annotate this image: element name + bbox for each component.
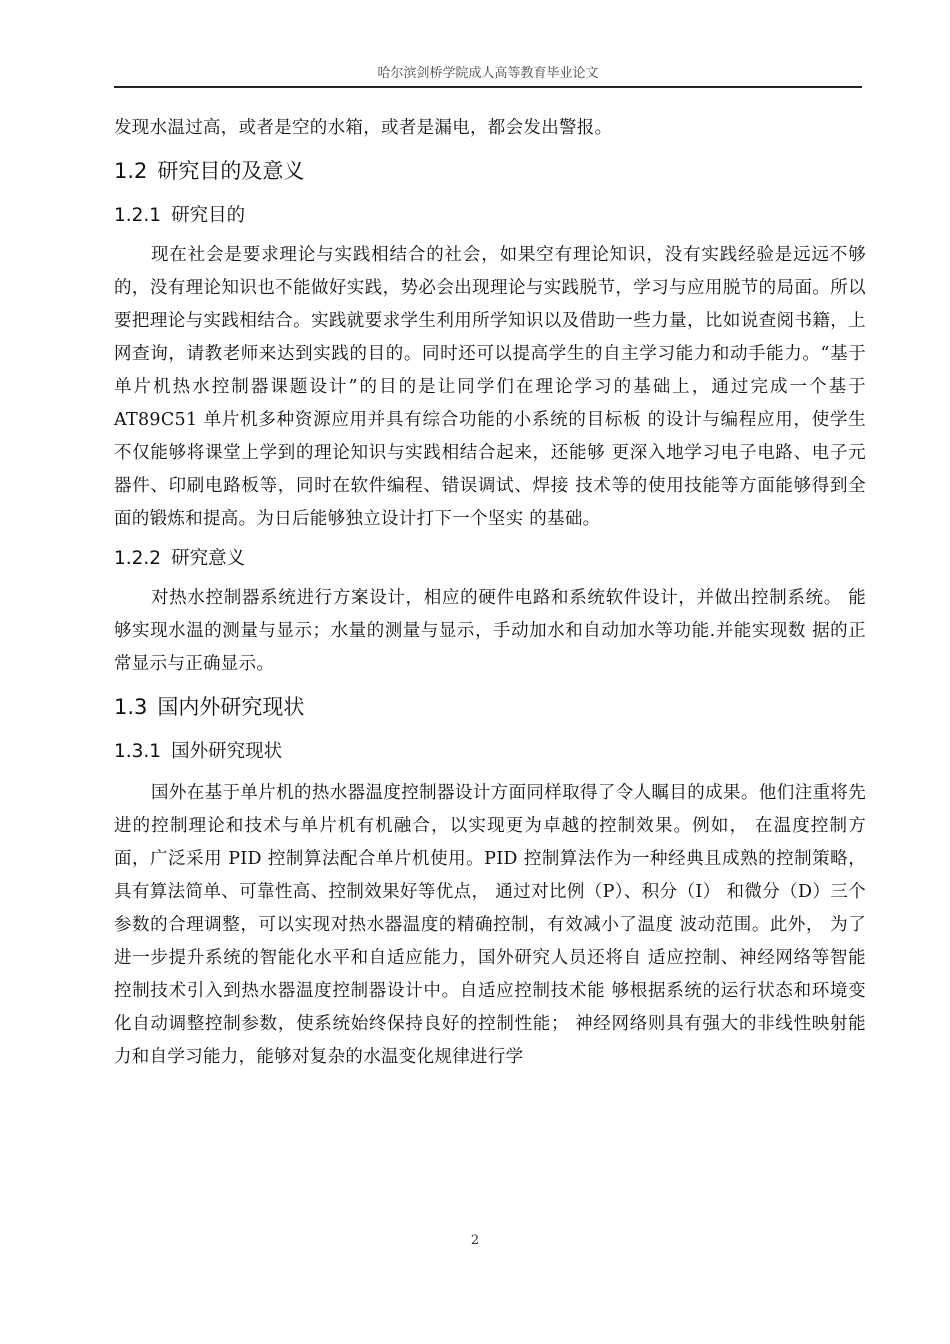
continued-paragraph: 发现水温过高，或者是空的水箱，或者是漏电，都会发出警报。 xyxy=(114,118,613,138)
header-rule xyxy=(114,86,862,88)
section-title: 研究意义 xyxy=(171,548,246,569)
section-1-2-heading xyxy=(114,157,866,185)
section-title: 国外研究现状 xyxy=(171,741,283,762)
section-number: 1.3 xyxy=(114,695,148,719)
section-number: 1.3.1 xyxy=(114,741,162,762)
section-number: 1.2.2 xyxy=(114,548,162,569)
section-title: 研究目的 xyxy=(171,205,246,226)
section-1-2-1-heading xyxy=(114,203,866,229)
section-1-3-heading xyxy=(114,693,866,721)
section-number: 1.2 xyxy=(114,159,148,183)
section-title: 研究目的及意义 xyxy=(157,159,305,183)
research-significance-paragraph: 对热水控制器系统进行方案设计，相应的硬件电路和系统软件设计，并做出控制系统。 能够实现水温的测量与显示；水量的测量与显示，手动加水和自动加水等功能.并能实现数 据的正常显示与正确显示。 xyxy=(114,588,866,674)
research-purpose-paragraph: 现在社会是要求理论与实践相结合的社会，如果空有理论知识，没有实践经验是远远不够的，没有理论知识也不能做好实践，势必会出现理论与实践脱节，学习与应用脱节的局面。所以要把理论与实践相结合。实践就要求学生利用所学知识以及借助一些力量，比如说查阅书籍，上网查询，请教老师来达到实践的目的。同时还可以提高学生的自主学习能力和动手能力。“基于单片机热水控制器课题设计”的目的是让同学们在理论学习的基础上，通过完成一个基于 AT89C51 单片机多种资源应用并具有综合功能的小系统的目标板 的设计与编程应用，使学生不仅能够将课堂上学到的理论知识与实践相结合起来，还能够 更深入地学习电子电路、电子元器件、印刷电路板等，同时在软件编程、错误调试、焊接 技术等的使用技能等方面能够得到全面的锻炼和提高。为日后能够独立设计打下一个坚实 的基础。 xyxy=(114,245,866,529)
page-header: 哈尔滨剑桥学院成人高等教育毕业论文 xyxy=(377,66,599,81)
foreign-research-paragraph: 国外在基于单片机的热水器温度控制器设计方面同样取得了令人瞩目的成果。他们注重将先进的控制理论和技术与单片机有机融合，以实现更为卓越的控制效果。例如， 在温度控制方面，广泛采用 PID 控制算法配合单片机使用。PID 控制算法作为一种经典且成熟的控制策略，具有算法简单、可靠性高、控制效果好等优点， 通过对比例（P）、积分（I） 和微分（D）三个参数的合理调整，可以实现对热水器温度的精确控制，有效减小了温度 波动范围。此外， 为了进一步提升系统的智能化水平和自适应能力，国外研究人员还将自 适应控制、神经网络等智能控制技术引入到热水器温度控制器设计中。自适应控制技术能 够根据系统的运行状态和环境变化自动调整控制参数，使系统始终保持良好的控制性能； 神经网络则具有强大的非线性映射能力和自学习能力，能够对复杂的水温变化规律进行学 xyxy=(114,783,866,1067)
section-number: 1.2.1 xyxy=(114,205,162,226)
section-1-2-2-heading xyxy=(114,546,866,572)
page-number: 2 xyxy=(470,1233,480,1248)
page-body xyxy=(114,112,866,1074)
section-title: 国内外研究现状 xyxy=(157,695,305,719)
section-1-3-1-heading xyxy=(114,739,866,765)
